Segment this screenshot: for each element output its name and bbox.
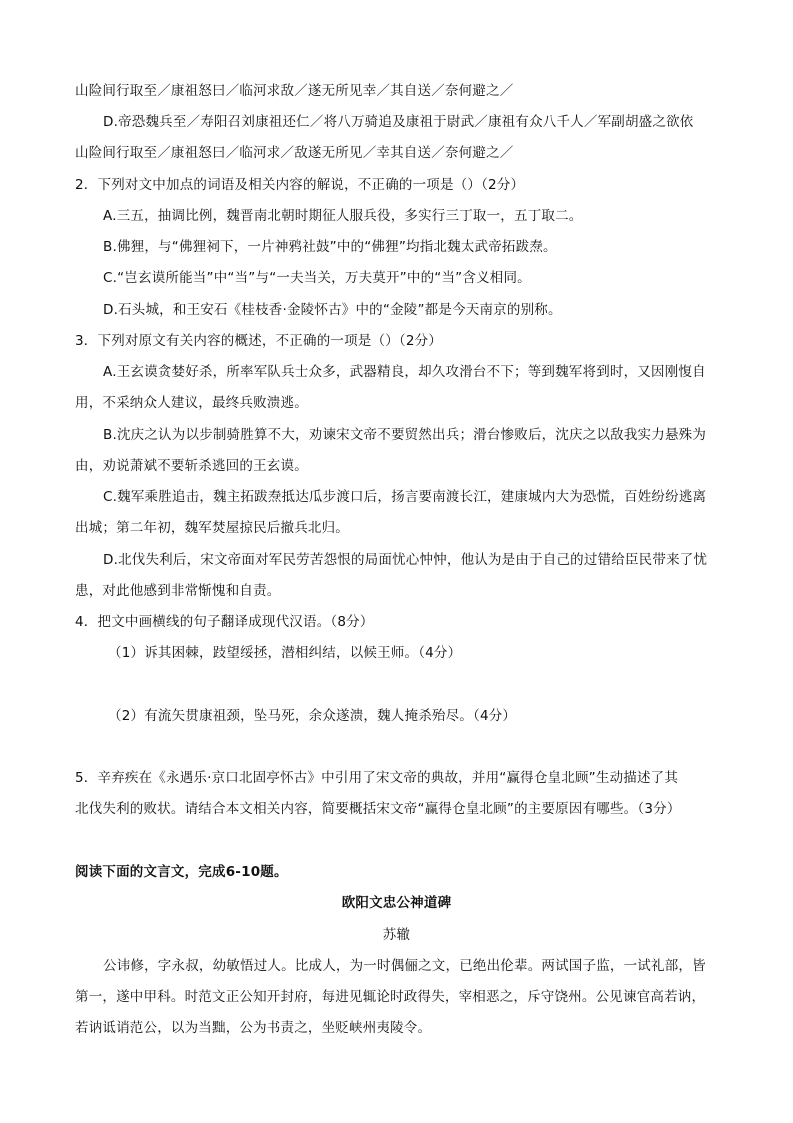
q3-option-b-cont: 由，劝说萧斌不要斩杀逃回的王玄谟。 — [75, 458, 308, 474]
q2-option-c: C.“岂玄谟所能当”中“当”与“一夫当关，万夫莫开”中的“当”含义相同。 — [103, 270, 531, 286]
question-4: 4．把文中画横线的句子翻译成现代汉语。（8分） — [75, 614, 374, 630]
question-5-cont: 北伐失利的败状。请结合本文相关内容，简要概括宋文帝“赢得仓皇北顾”的主要原因有哪些。（3分） — [75, 801, 681, 817]
q2-option-b: B.佛狸，与“佛狸祠下，一片神鸦社鼓”中的“佛狸”均指北魏太武帝拓跋焘。 — [103, 239, 557, 255]
question-2: 2．下列对文中加点的词语及相关内容的解说，不正确的一项是（）（2分） — [75, 177, 525, 193]
q4-sentence-2: （2）有流矢贯康祖颈，坠马死，余众遂溃，魏人掩杀殆尽。（4分） — [108, 708, 517, 724]
q3-option-d-cont: 患，对此他感到非常惭愧和自责。 — [75, 583, 281, 599]
q4-sentence-1: （1）诉其困棘，跂望绥拯，潜相纠结，以候王师。（4分） — [108, 645, 462, 661]
q2-option-a: A.三五，抽调比例，魏晋南北朝时期征人服兵役，多实行三丁取一，五丁取二。 — [103, 208, 583, 224]
q3-option-c: C.魏军乘胜追击，魏主拓跋焘抵达瓜步渡口后，扬言要南渡长江，建康城内大为恐慌，百姓纷纷逃离 — [103, 489, 707, 505]
question-5: 5．辛弃疾在《永遇乐·京口北固亭怀古》中引用了宋文帝的典故，并用“赢得仓皇北顾”生动描述了其 — [75, 770, 679, 786]
option-d-line: D.帝恐魏兵至／寿阳召刘康祖还仁／将八万骑追及康祖于尉武／康祖有众八千人／军副胡盛之欲依 — [103, 114, 694, 130]
q3-option-d: D.北伐失利后，宋文帝面对军民劳苦怨恨的局面忧心忡忡，他认为是由于自己的过错给臣民带来了忧 — [103, 552, 708, 568]
passage-line-2: 第一，遂中甲科。时范文正公知开封府，每进见辄论时政得失，宰相恶之，斥守饶州。公见谏官高若讷， — [75, 989, 706, 1005]
question-3: 3．下列对原文有关内容的概述，不正确的一项是（）（2分） — [75, 333, 443, 349]
q3-option-c-cont: 出城；第二年初，魏军焚屋掠民后撤兵北归。 — [75, 520, 349, 536]
reading-instruction: 阅读下面的文言文，完成6-10题。 — [75, 864, 288, 880]
option-d-continuation: 山险间行取至／康祖怒曰／临河求／敌遂无所见／幸其自送／奈何避之／ — [75, 145, 514, 161]
q3-option-a-cont: 用，不采纳众人建议，最终兵败溃逃。 — [75, 395, 308, 411]
passage-author: 苏辙 — [382, 927, 411, 943]
option-c-continuation: 山险间行取至／康祖怒曰／临河求敌／遂无所见幸／其自送／奈何避之／ — [75, 83, 514, 99]
passage-title: 欧阳文忠公神道碑 — [341, 895, 452, 911]
passage-line-3: 若讷诋诮范公，以为当黜，公为书责之，坐贬峡州夷陵令。 — [75, 1020, 432, 1036]
q2-option-d: D.石头城，和王安石《桂枝香·金陵怀古》中的“金陵”都是今天南京的别称。 — [103, 302, 562, 318]
passage-line-1: 公讳修，字永叔，幼敏悟过人。比成人，为一时偶俪之文，已绝出伦辈。两试国子监，一试礼部，皆 — [103, 958, 706, 974]
q3-option-b: B.沈庆之认为以步制骑胜算不大，劝谏宋文帝不要贸然出兵；滑台惨败后，沈庆之以敌我实力悬殊为 — [103, 427, 707, 443]
q3-option-a: A.王玄谟贪婪好杀，所率军队兵士众多，武器精良，却久攻滑台不下；等到魏军将到时，又因刚愎自 — [103, 364, 706, 380]
